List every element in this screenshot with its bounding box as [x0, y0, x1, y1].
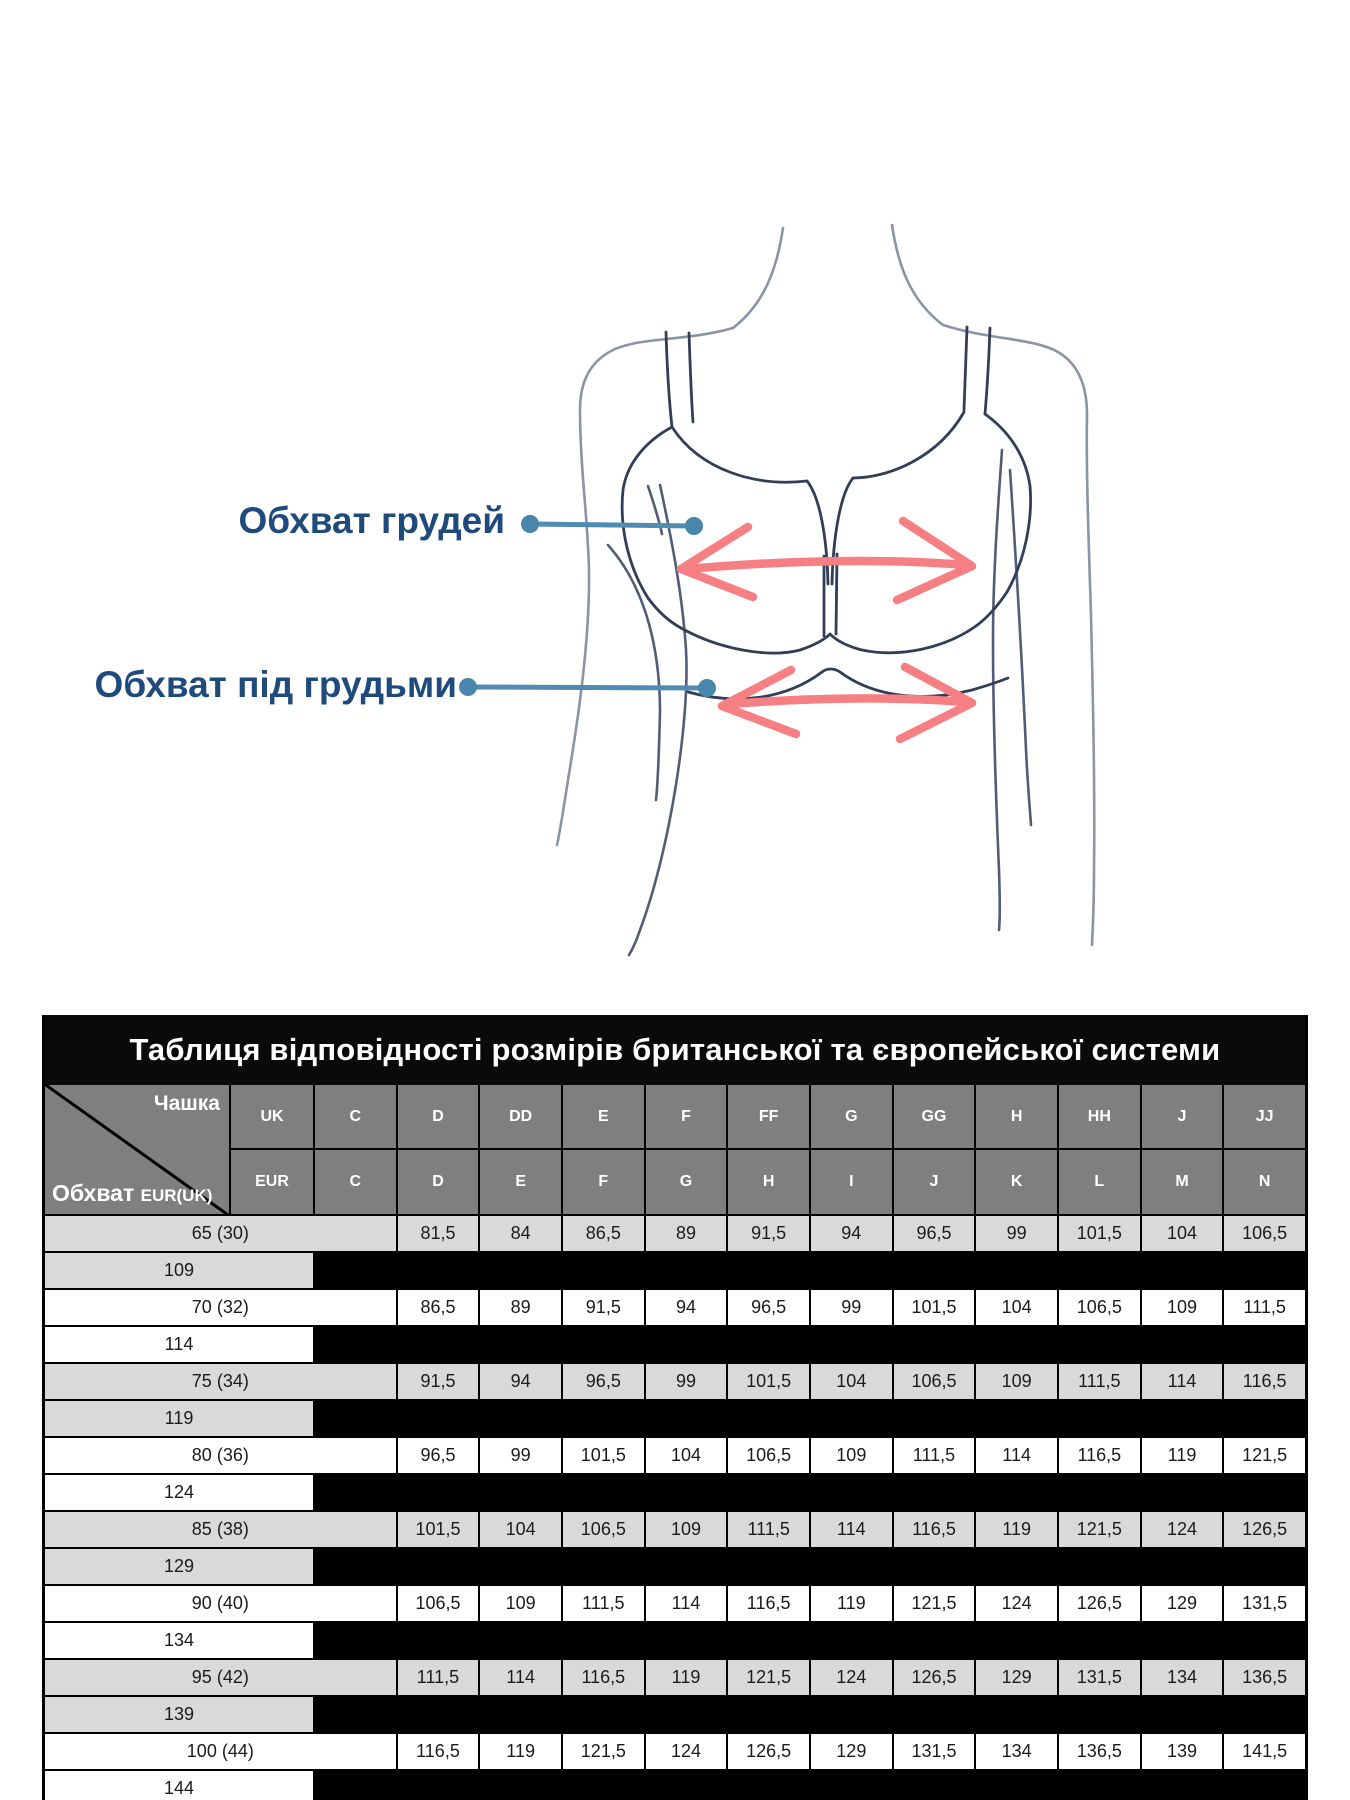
size-value-cell: 124: [1142, 1512, 1223, 1547]
bra-strap-right-outer: [985, 328, 990, 414]
size-value-cell: 86,5: [563, 1216, 644, 1251]
size-value-cell: 106,5: [728, 1438, 809, 1473]
size-value-cell: 119: [480, 1734, 561, 1769]
corner-cell: [45, 1085, 229, 1214]
bra-neckline-right: [853, 412, 964, 478]
corner-label-cup: Чашка: [153, 1092, 220, 1115]
table-body: [45, 1216, 1305, 1800]
size-value-cell: 131,5: [1059, 1660, 1140, 1695]
torso-right-line: [993, 450, 1002, 930]
size-value-cell: 91,5: [728, 1216, 809, 1251]
bra-underwire-line: [681, 626, 976, 653]
size-value-cell: 111,5: [894, 1438, 975, 1473]
eur-cup-cell: L: [1059, 1150, 1140, 1214]
size-value-cell: 114: [480, 1660, 561, 1695]
size-value-cell: 131,5: [894, 1734, 975, 1769]
inner-arm-left-line: [608, 545, 660, 800]
eur-cup-cell: I: [811, 1150, 892, 1214]
size-value-cell: 109: [811, 1438, 892, 1473]
eur-cup-cell: F: [563, 1150, 644, 1214]
size-value-cell: 114: [976, 1438, 1057, 1473]
bust-label: Обхват грудей: [238, 500, 505, 541]
size-value-cell: 81,5: [398, 1216, 479, 1251]
uk-cup-cell: G: [811, 1085, 892, 1148]
bra-cup-outer-right: [976, 414, 1031, 626]
size-value-cell: 144: [45, 1771, 313, 1800]
size-value-cell: 126,5: [728, 1734, 809, 1769]
size-value-cell: 106,5: [398, 1586, 479, 1621]
size-value-cell: 114: [811, 1512, 892, 1547]
uk-cup-cell: GG: [894, 1085, 975, 1148]
size-value-cell: 119: [1142, 1438, 1223, 1473]
uk-cup-cell: F: [646, 1085, 727, 1148]
band-size-cell: 70 (32): [45, 1290, 396, 1325]
size-value-cell: 99: [976, 1216, 1057, 1251]
size-value-cell: 136,5: [1224, 1660, 1305, 1695]
size-value-cell: 101,5: [728, 1364, 809, 1399]
size-value-cell: 99: [646, 1364, 727, 1399]
size-value-cell: 134: [1142, 1660, 1223, 1695]
size-value-cell: 84: [480, 1216, 561, 1251]
size-conversion-table: [42, 1015, 1308, 1800]
band-size-cell: 85 (38): [45, 1512, 396, 1547]
size-value-cell: 126,5: [1059, 1586, 1140, 1621]
size-value-cell: 101,5: [894, 1290, 975, 1325]
bra-gore-right-line: [836, 554, 837, 634]
uk-cup-cell: HH: [1059, 1085, 1140, 1148]
size-value-cell: 141,5: [1224, 1734, 1305, 1769]
uk-cup-cell: D: [398, 1085, 479, 1148]
size-value-cell: 124: [646, 1734, 727, 1769]
size-value-cell: 101,5: [1059, 1216, 1140, 1251]
eur-cup-cell: M: [1142, 1150, 1223, 1214]
size-value-cell: 119: [811, 1586, 892, 1621]
size-value-cell: 121,5: [1224, 1438, 1305, 1473]
size-value-cell: 119: [45, 1401, 313, 1436]
uk-system-cell: UK: [231, 1085, 313, 1148]
underbust-callout-dot-left: [459, 678, 477, 696]
size-value-cell: 126,5: [894, 1660, 975, 1695]
neck-left-line: [733, 228, 783, 328]
size-value-cell: 126,5: [1224, 1512, 1305, 1547]
size-value-cell: 101,5: [563, 1438, 644, 1473]
bra-neckline-left: [672, 427, 807, 482]
bra-cup-inner-right: [832, 478, 853, 584]
band-size-cell: 75 (34): [45, 1364, 396, 1399]
size-value-cell: 121,5: [894, 1586, 975, 1621]
size-value-cell: 106,5: [563, 1512, 644, 1547]
band-size-cell: 80 (36): [45, 1438, 396, 1473]
size-value-cell: 136,5: [1059, 1734, 1140, 1769]
size-value-cell: 114: [45, 1327, 313, 1362]
size-value-cell: 134: [976, 1734, 1057, 1769]
size-value-cell: 131,5: [1224, 1586, 1305, 1621]
uk-cup-cell: DD: [480, 1085, 561, 1148]
size-value-cell: 134: [45, 1623, 313, 1658]
size-value-cell: 109: [646, 1512, 727, 1547]
size-value-cell: 116,5: [563, 1660, 644, 1695]
bra-strap-right-inner: [964, 327, 967, 410]
size-value-cell: 121,5: [1059, 1512, 1140, 1547]
size-value-cell: 129: [976, 1660, 1057, 1695]
size-value-cell: 106,5: [1224, 1216, 1305, 1251]
size-value-cell: 96,5: [563, 1364, 644, 1399]
size-value-cell: 104: [646, 1438, 727, 1473]
neck-right-line: [892, 225, 943, 325]
size-value-cell: 114: [646, 1586, 727, 1621]
size-value-cell: 124: [976, 1586, 1057, 1621]
bra-strap-left-inner: [689, 333, 693, 422]
size-value-cell: 104: [811, 1364, 892, 1399]
size-value-cell: 116,5: [894, 1512, 975, 1547]
table-title: Таблиця відповідності розмірів британської та європейської системи: [45, 1015, 1305, 1085]
uk-cup-cell: H: [976, 1085, 1057, 1148]
uk-cup-cell: C: [315, 1085, 396, 1148]
size-value-cell: 109: [1142, 1290, 1223, 1325]
eur-cup-cell: N: [1224, 1150, 1305, 1214]
eur-cup-cell: D: [398, 1150, 479, 1214]
size-value-cell: 111,5: [398, 1660, 479, 1695]
eur-system-cell: EUR: [231, 1150, 313, 1214]
size-value-cell: 121,5: [728, 1660, 809, 1695]
corner-label-girth-main: Обхват: [52, 1180, 135, 1206]
size-value-cell: 101,5: [398, 1512, 479, 1547]
eur-cup-cell: C: [315, 1150, 396, 1214]
uk-cup-cell: J: [1142, 1085, 1223, 1148]
size-value-cell: 109: [976, 1364, 1057, 1399]
size-value-cell: 139: [1142, 1734, 1223, 1769]
size-value-cell: 116,5: [1059, 1438, 1140, 1473]
eur-cup-cell: J: [894, 1150, 975, 1214]
underbust-label: Обхват під грудьми: [94, 664, 457, 705]
bust-measure-arrow: [681, 521, 972, 600]
uk-cup-cell: FF: [728, 1085, 809, 1148]
size-value-cell: 111,5: [728, 1512, 809, 1547]
size-value-cell: 96,5: [728, 1290, 809, 1325]
size-value-cell: 104: [480, 1512, 561, 1547]
bust-callout-line: [530, 524, 694, 526]
size-value-cell: 89: [480, 1290, 561, 1325]
uk-cup-cell: JJ: [1224, 1085, 1305, 1148]
size-value-cell: 106,5: [894, 1364, 975, 1399]
size-value-cell: 124: [811, 1660, 892, 1695]
size-value-cell: 119: [976, 1512, 1057, 1547]
size-value-cell: 116,5: [398, 1734, 479, 1769]
size-value-cell: 104: [1142, 1216, 1223, 1251]
size-value-cell: 96,5: [398, 1438, 479, 1473]
size-value-cell: 109: [45, 1253, 313, 1288]
outer-arm-right-line: [943, 325, 1094, 945]
size-value-cell: 109: [480, 1586, 561, 1621]
size-value-cell: 129: [1142, 1586, 1223, 1621]
size-value-cell: 121,5: [563, 1734, 644, 1769]
bust-callout-dot-right: [685, 517, 703, 535]
corner-label-girth-sub: EUR(UK): [140, 1186, 213, 1205]
outer-arm-left-line: [557, 328, 733, 845]
size-value-cell: 96,5: [894, 1216, 975, 1251]
size-value-cell: 114: [1142, 1364, 1223, 1399]
size-value-cell: 86,5: [398, 1290, 479, 1325]
eur-cup-cell: G: [646, 1150, 727, 1214]
band-size-cell: 65 (30): [45, 1216, 396, 1251]
size-value-cell: 94: [646, 1290, 727, 1325]
size-value-cell: 111,5: [563, 1586, 644, 1621]
size-value-cell: 94: [811, 1216, 892, 1251]
band-size-cell: 90 (40): [45, 1586, 396, 1621]
uk-cup-cell: E: [563, 1085, 644, 1148]
eur-cup-cell: E: [480, 1150, 561, 1214]
size-value-cell: 91,5: [563, 1290, 644, 1325]
size-value-cell: 119: [646, 1660, 727, 1695]
band-size-cell: 100 (44): [45, 1734, 396, 1769]
bust-callout-dot-left: [521, 515, 539, 533]
band-size-cell: 95 (42): [45, 1660, 396, 1695]
size-value-cell: 104: [976, 1290, 1057, 1325]
size-value-cell: 129: [811, 1734, 892, 1769]
bra-strap-left-outer: [666, 332, 672, 427]
size-value-cell: 91,5: [398, 1364, 479, 1399]
size-value-cell: 111,5: [1059, 1364, 1140, 1399]
size-value-cell: 111,5: [1224, 1290, 1305, 1325]
underbust-callout-line: [468, 687, 707, 688]
size-value-cell: 124: [45, 1475, 313, 1510]
eur-cup-cell: K: [976, 1150, 1057, 1214]
size-value-cell: 116,5: [728, 1586, 809, 1621]
underbust-callout-dot-right: [698, 679, 716, 697]
size-value-cell: 139: [45, 1697, 313, 1732]
size-value-cell: 116,5: [1224, 1364, 1305, 1399]
size-value-cell: 89: [646, 1216, 727, 1251]
torso-left-line: [629, 485, 687, 955]
eur-cup-cell: H: [728, 1150, 809, 1214]
size-value-cell: 99: [480, 1438, 561, 1473]
size-value-cell: 99: [811, 1290, 892, 1325]
size-value-cell: 129: [45, 1549, 313, 1584]
size-value-cell: 94: [480, 1364, 561, 1399]
table-header: [45, 1085, 1305, 1214]
underbust-arrow-shaft: [729, 698, 966, 704]
corner-label-girth: [52, 1180, 212, 1207]
size-value-cell: 106,5: [1059, 1290, 1140, 1325]
